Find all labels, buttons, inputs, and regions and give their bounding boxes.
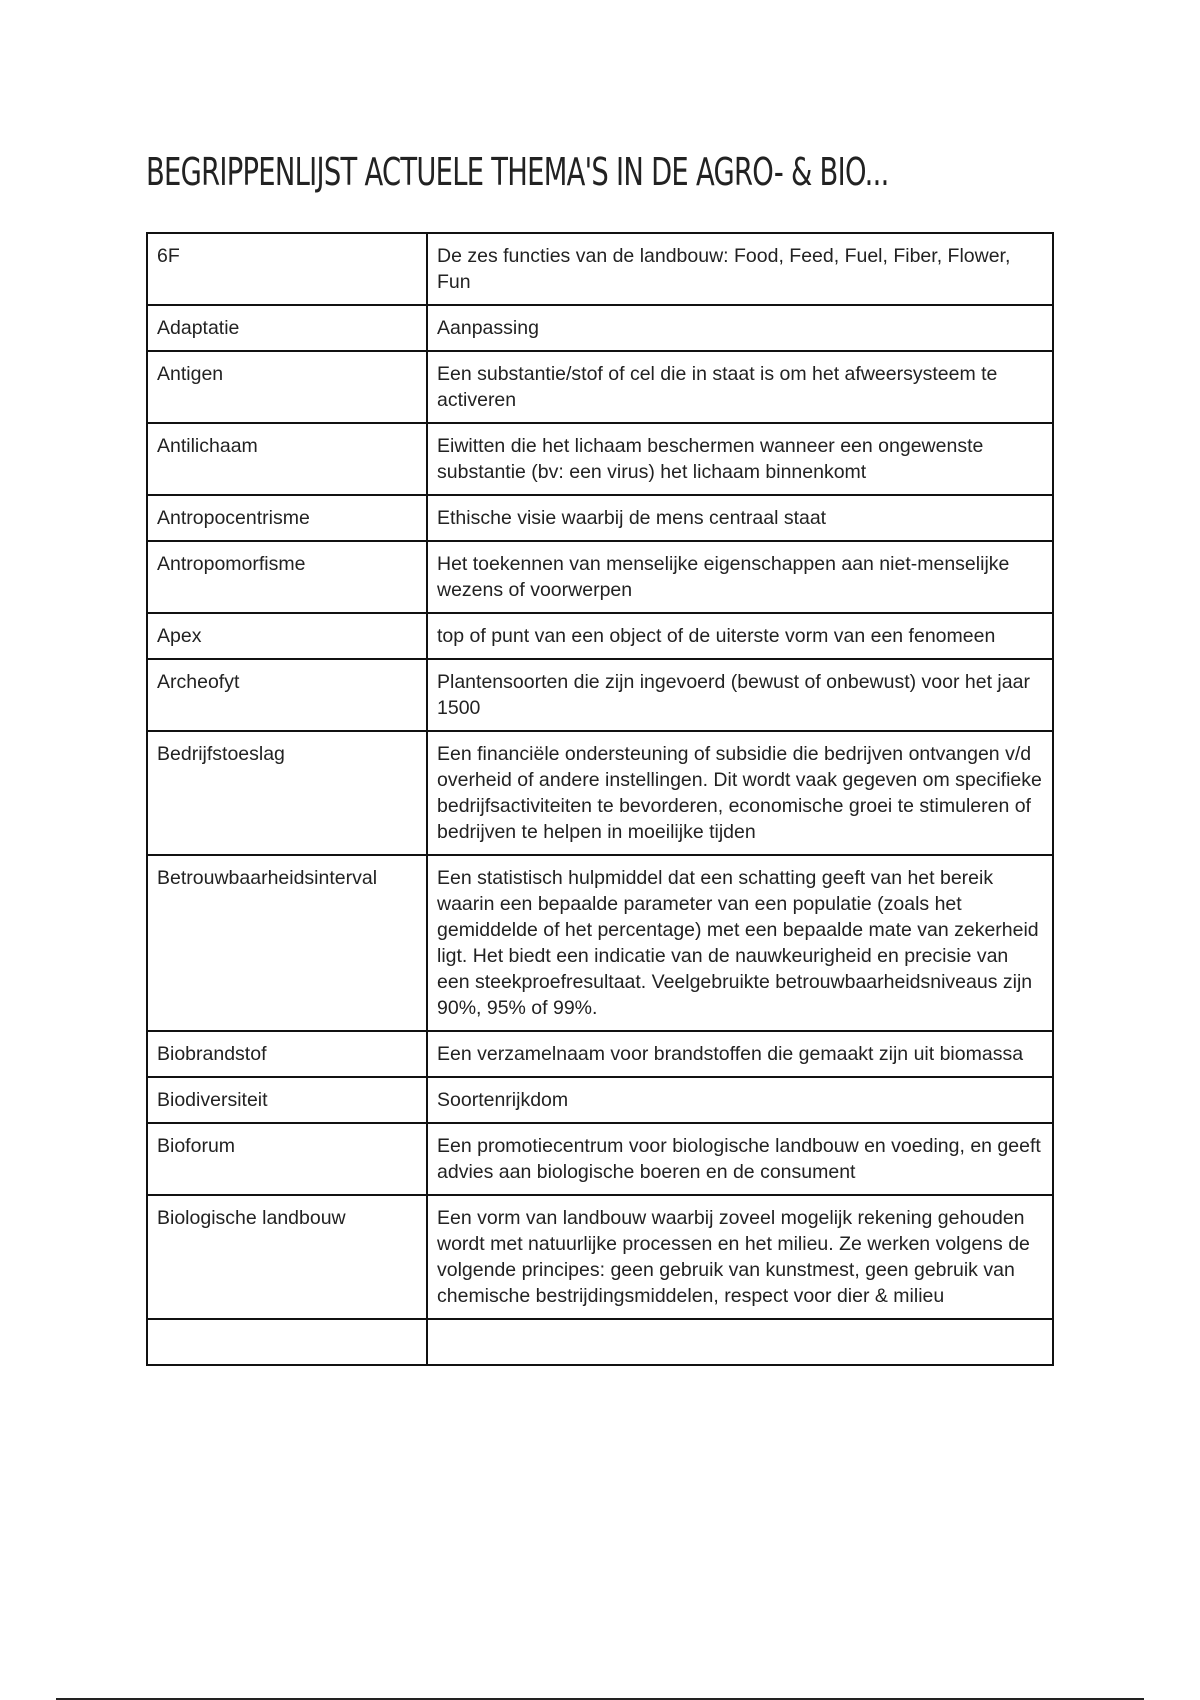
table-row (147, 1195, 1053, 1319)
table-row (147, 233, 1053, 305)
definition-cell (427, 1319, 1053, 1365)
table-row (147, 731, 1053, 855)
term-cell: Biobrandstof (147, 1031, 427, 1077)
definition-cell: Eiwitten die het lichaam beschermen wanneer een ongewenste substantie (bv: een virus) het lichaam binnenkomt (427, 423, 1053, 495)
definition-cell: Een vorm van landbouw waarbij zoveel mogelijk rekening gehouden wordt met natuurlijke processen en het milieu. Ze werken volgens de volgende principes: geen gebruik van kunstmest, geen gebruik van chemische bestrijdingsmiddelen, respect voor dier & milieu (427, 1195, 1053, 1319)
table-row (147, 855, 1053, 1031)
glossary-table (146, 232, 1054, 1366)
definition-cell: Een financiële ondersteuning of subsidie die bedrijven ontvangen v/d overheid of andere instellingen. Dit wordt vaak gegeven om specifieke bedrijfsactiviteiten te bevorderen, economische groei te stimuleren of bedrijven te helpen in moeilijke tijden (427, 731, 1053, 855)
definition-cell: Plantensoorten die zijn ingevoerd (bewust of onbewust) voor het jaar 1500 (427, 659, 1053, 731)
definition-cell: Een verzamelnaam voor brandstoffen die gemaakt zijn uit biomassa (427, 1031, 1053, 1077)
term-cell: Biologische landbouw (147, 1195, 427, 1319)
definition-cell: Een promotiecentrum voor biologische landbouw en voeding, en geeft advies aan biologische boeren en de consument (427, 1123, 1053, 1195)
table-row (147, 541, 1053, 613)
table-row-empty (147, 1319, 1053, 1365)
term-cell: Antigen (147, 351, 427, 423)
table-row (147, 495, 1053, 541)
term-cell: Biodiversiteit (147, 1077, 427, 1123)
table-row (147, 659, 1053, 731)
page-title: BEGRIPPENLIJST ACTUELE THEMA'S IN DE AGRO- & BIO... (146, 150, 889, 194)
definition-cell: Een substantie/stof of cel die in staat is om het afweersysteem te activeren (427, 351, 1053, 423)
definition-cell: Een statistisch hulpmiddel dat een schatting geeft van het bereik waarin een bepaalde parameter van een populatie (zoals het gemiddelde of het percentage) met een bepaalde mate van zekerheid ligt. Het biedt een indicatie van de nauwkeurigheid en precisie van een steekproefresultaat. Veelgebruikte betrouwbaarheidsniveaus zijn 90%, 95% of 99%. (427, 855, 1053, 1031)
term-cell: Antropomorfisme (147, 541, 427, 613)
definition-cell: Soortenrijkdom (427, 1077, 1053, 1123)
table-row (147, 423, 1053, 495)
term-cell: 6F (147, 233, 427, 305)
term-cell: Apex (147, 613, 427, 659)
table-row (147, 305, 1053, 351)
definition-cell: De zes functies van de landbouw: Food, Feed, Fuel, Fiber, Flower, Fun (427, 233, 1053, 305)
table-row (147, 1031, 1053, 1077)
term-cell: Betrouwbaarheidsinterval (147, 855, 427, 1031)
term-cell: Bedrijfstoeslag (147, 731, 427, 855)
table-row (147, 351, 1053, 423)
definition-cell: Aanpassing (427, 305, 1053, 351)
table-row (147, 1123, 1053, 1195)
definition-cell: Het toekennen van menselijke eigenschappen aan niet-menselijke wezens of voorwerpen (427, 541, 1053, 613)
definition-cell: top of punt van een object of de uiterste vorm van een fenomeen (427, 613, 1053, 659)
term-cell: Archeofyt (147, 659, 427, 731)
definition-cell: Ethische visie waarbij de mens centraal staat (427, 495, 1053, 541)
term-cell (147, 1319, 427, 1365)
glossary-body (147, 233, 1053, 1365)
table-row (147, 1077, 1053, 1123)
term-cell: Bioforum (147, 1123, 427, 1195)
term-cell: Adaptatie (147, 305, 427, 351)
term-cell: Antropocentrisme (147, 495, 427, 541)
table-row (147, 613, 1053, 659)
term-cell: Antilichaam (147, 423, 427, 495)
